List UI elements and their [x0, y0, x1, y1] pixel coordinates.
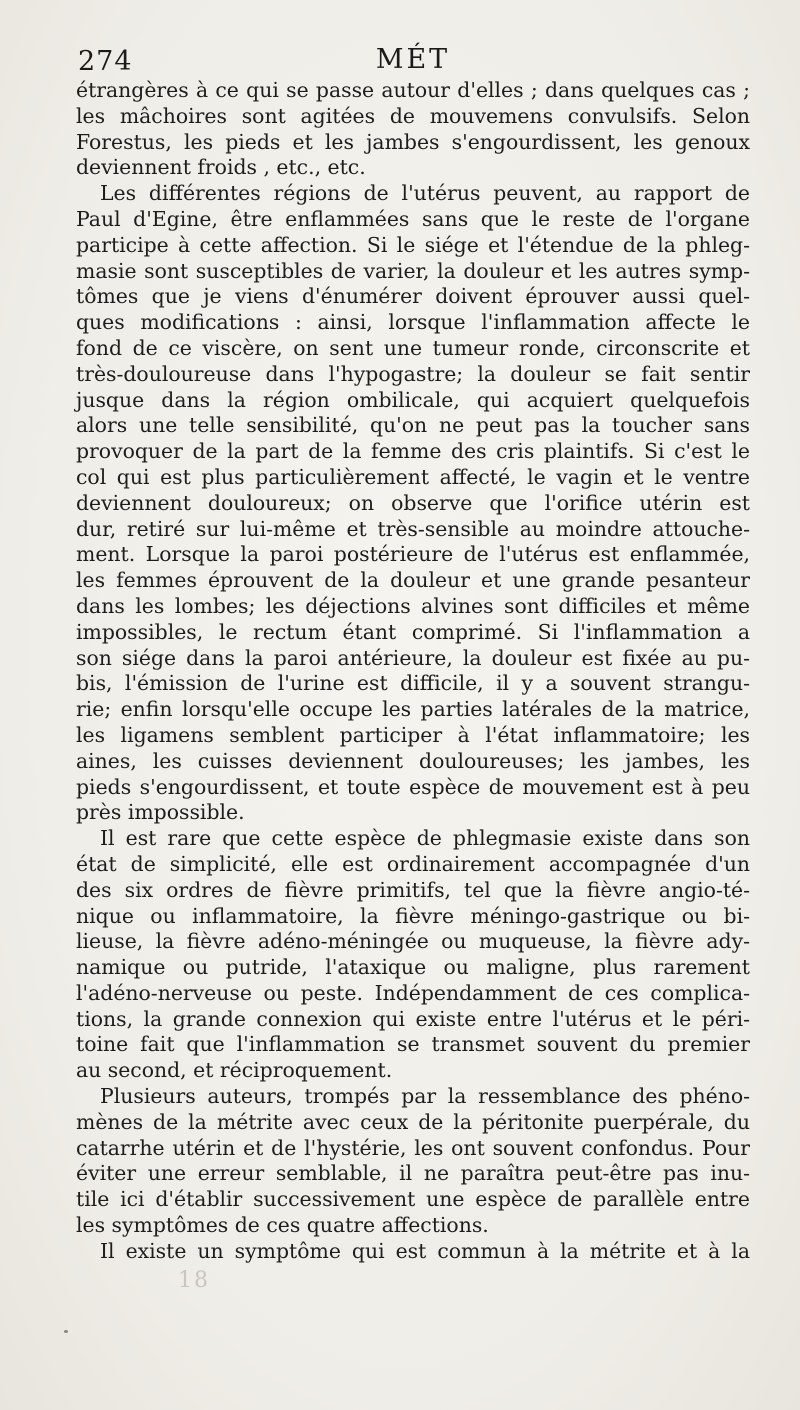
- text-line: éviter une erreur semblable, il ne paraîtra peut-être pas inu-: [76, 1161, 750, 1186]
- text-line: impossibles, le rectum étant comprimé. Si l'inflammation a: [76, 619, 750, 644]
- signature-mark: 18: [178, 1268, 210, 1293]
- paragraph: [76, 826, 750, 1084]
- text-line: jusque dans la région ombilicale, qui acquiert quelquefois: [76, 387, 750, 412]
- paragraph: [76, 1239, 750, 1265]
- text-line: étrangères à ce qui se passe autour d'elles ; dans quelques cas ;: [76, 78, 750, 102]
- text-line: des six ordres de fièvre primitifs, tel que la fièvre angio-té-: [76, 877, 750, 902]
- text-line: près impossible.: [76, 800, 245, 825]
- text-line: les femmes éprouvent de la douleur et une grande pesanteur: [76, 568, 750, 593]
- text-line: fond de ce viscère, on sent une tumeur ronde, circonscrite et: [76, 335, 750, 360]
- page-number: 274: [78, 46, 133, 77]
- text-line: tômes que je viens d'énumérer doivent éprouver aussi quel-: [76, 284, 750, 309]
- text-line: les ligamens semblent participer à l'état inflammatoire; les: [76, 722, 750, 747]
- text-line: dans les lombes; les déjections alvines sont difficiles et même: [76, 593, 750, 618]
- text-line: Il existe un symptôme qui est commun à la métrite et à la: [100, 1238, 750, 1263]
- text-line: tions, la grande connexion qui existe entre l'utérus et le péri-: [76, 1006, 750, 1031]
- text-line: dur, retiré sur lui-même et très-sensible au moindre attouche-: [76, 516, 750, 541]
- text-line: pieds s'engourdissent, et toute espèce de mouvement est à peu: [76, 774, 750, 799]
- text-line: état de simplicité, elle est ordinairement accompagnée d'un: [76, 851, 750, 876]
- text-line: rie; enfin lorsqu'elle occupe les parties latérales de la matrice,: [76, 697, 750, 722]
- text-line: son siége dans la paroi antérieure, la douleur est fixée au pu-: [76, 645, 750, 670]
- text-line: Plusieurs auteurs, trompés par la ressemblance des phéno-: [100, 1084, 750, 1109]
- running-head: MÉT: [375, 44, 451, 75]
- text-line: tile ici d'établir successivement une espèce de parallèle entre: [76, 1187, 750, 1212]
- text-line: alors une telle sensibilité, qu'on ne peut pas la toucher sans: [76, 413, 750, 438]
- text-line: aines, les cuisses deviennent douloureuses; les jambes, les: [76, 748, 750, 773]
- ink-speck: [64, 1330, 68, 1333]
- text-line: nique ou inflammatoire, la fièvre méningo-gastrique ou bi-: [76, 903, 750, 928]
- paragraph: [76, 181, 750, 826]
- text-line: catarrhe utérin et de l'hystérie, les ont souvent confondus. Pour: [76, 1135, 750, 1160]
- text-line: Paul d'Egine, être enflammées sans que le reste de l'organe: [76, 206, 750, 231]
- text-line: ques modifications : ainsi, lorsque l'inflammation affecte le: [76, 310, 750, 335]
- text-line: toine fait que l'inflammation se transmet souvent du premier: [76, 1032, 750, 1057]
- text-line: deviennent douloureux; on observe que l'orifice utérin est: [76, 490, 750, 515]
- text-line: col qui est plus particulièrement affecté, le vagin et le ventre: [76, 464, 750, 489]
- text-line: Il est rare que cette espèce de phlegmasie existe dans son: [100, 826, 750, 851]
- paragraph: [76, 1084, 750, 1239]
- text-line: namique ou putride, l'ataxique ou maligne, plus rarement: [76, 955, 750, 980]
- text-line: Forestus, les pieds et les jambes s'engourdissent, les genoux: [76, 129, 750, 154]
- text-line: deviennent froids , etc., etc.: [76, 155, 366, 180]
- text-line: ment. Lorsque la paroi postérieure de l'utérus est enflammée,: [76, 542, 750, 567]
- text-line: les mâchoires sont agitées de mouvemens convulsifs. Selon: [76, 103, 750, 128]
- paragraph: [76, 78, 750, 181]
- text-line: bis, l'émission de l'urine est difficile, il y a souvent strangu-: [76, 671, 750, 696]
- text-line: masie sont susceptibles de varier, la douleur et les autres symp-: [76, 258, 750, 283]
- text-line: mènes de la métrite avec ceux de la péritonite puerpérale, du: [76, 1109, 750, 1134]
- text-line: les symptômes de ces quatre affections.: [76, 1213, 489, 1238]
- text-line: Les différentes régions de l'utérus peuvent, au rapport de: [100, 181, 750, 206]
- text-line: provoquer de la part de la femme des cris plaintifs. Si c'est le: [76, 439, 750, 464]
- text-line: lieuse, la fièvre adéno-méningée ou muqueuse, la fièvre ady-: [76, 929, 750, 954]
- text-line: au second, et réciproquement.: [76, 1058, 393, 1083]
- page-header: [78, 40, 748, 80]
- text-line: participe à cette affection. Si le siége et l'étendue de la phleg-: [76, 232, 750, 257]
- text-line: l'adéno-nerveuse ou peste. Indépendamment de ces complica-: [76, 980, 750, 1005]
- body-text: [76, 78, 750, 1265]
- text-line: très-douloureuse dans l'hypogastre; la douleur se fait sentir: [76, 361, 750, 386]
